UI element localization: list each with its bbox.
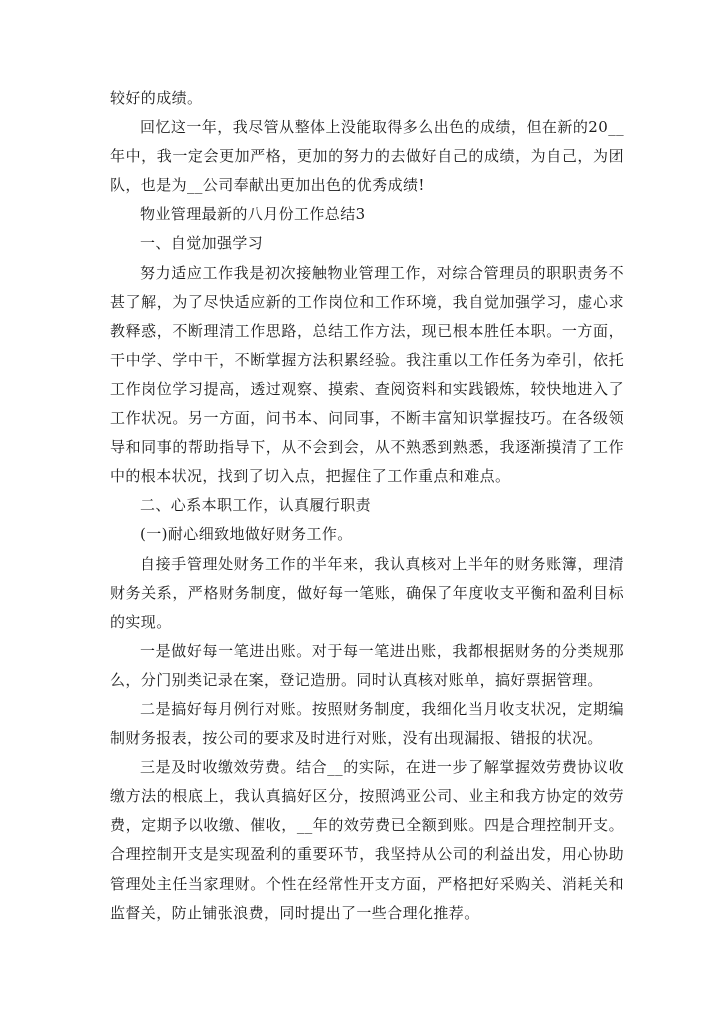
paragraph-study: 努力适应工作我是初次接触物业管理工作，对综合管理员的职职责务不甚了解，为了尽快适应新的工作岗位和工作环境，我自觉加强学习，虚心求教释惑，不断理清工作思路，总结工作方法，现已根本胜任本职。一方面，干中学、学中干，不断掌握方法积累经验。我注重以工作任务为牵引，依托工作岗位学习提高，透过观察、摸索、查阅资料和实践锻炼，较快地进入了工作状况。另一方面，问书本、问同事，不断丰富知识掌握技巧。在各级领导和同事的帮助指导下，从不会到会，从不熟悉到熟悉，我逐渐摸清了工作中的根本状况，找到了切入点，把握住了工作重点和难点。: [110, 263, 624, 486]
subheading-finance: (一)耐心细致地做好财务工作。: [140, 525, 353, 544]
paragraph-continuation: 较好的成绩。: [110, 89, 203, 107]
paragraph-point-two: 二是搞好每月例行对账。按照财务制度，我细化当月收支状况，定期编制财务报表，按公司的要求及时进行对账，没有出现漏报、错报的状况。: [110, 699, 624, 748]
paragraph-point-three: 三是及时收缴效劳费。结合__的实际，在进一步了解掌握效劳费协议收缴方法的根底上，我认真搞好区分，按照鸿亚公司、业主和我方协定的效劳费，定期予以收缴、催收，__年的效劳费已全额到账。四是合理控制开支。合理控制开支是实现盈利的重要环节，我坚持从公司的利益出发，用心协助管理处主任当家理财。个性在经常性开支方面，严格把好采购关、消耗关和监督关，防止铺张浪费，同时提出了一些合理化推荐。: [110, 758, 624, 922]
paragraph-point-one: 一是做好每一笔进出账。对于每一笔进出账，我都根据财务的分类规那么，分门别类记录在案，登记造册。同时认真核对账单，搞好票据管理。: [110, 641, 624, 689]
paragraph-finance-intro: 自接手管理处财务工作的半年来，我认真核对上半年的财务账簿，理清财务关系，严格财务制度，做好每一笔账，确保了年度收支平衡和盈利目标的实现。: [110, 554, 624, 631]
paragraph-reflection: 回忆这一年，我尽管从整体上没能取得多么出色的成绩，但在新的20__年中，我一定会更加严格，更加的努力的去做好自己的成绩，为自己，为团队，也是为__公司奉献出更加出色的优秀成绩!: [110, 118, 624, 195]
section-title: 物业管理最新的八月份工作总结3: [140, 205, 366, 224]
heading-duties: 二、心系本职工作，认真履行职责: [140, 496, 372, 515]
heading-study: 一、自觉加强学习: [140, 234, 264, 253]
